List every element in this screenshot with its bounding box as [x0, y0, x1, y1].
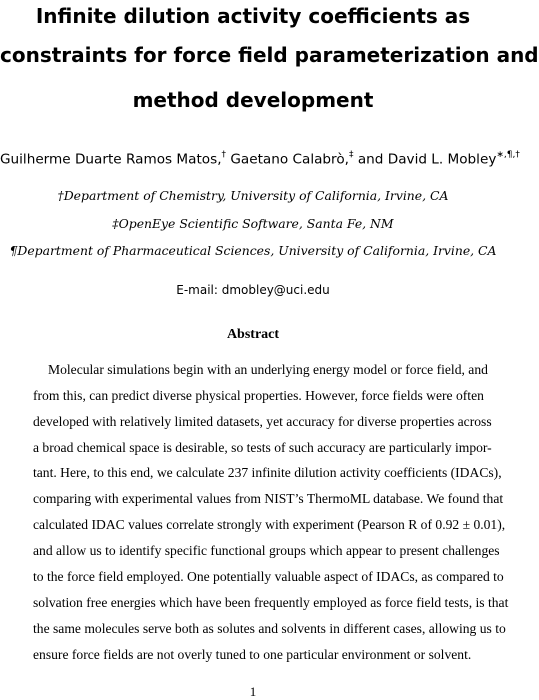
abstract-line: solvation free energies which have been frequently employed as force field tests, is that: [33, 595, 509, 610]
abstract-line: calculated IDAC values correlate strongly with experiment (Pearson R of 0.92 ± 0.01),: [33, 517, 506, 532]
abstract-line: Molecular simulations begin with an underlying energy model or force field, and: [48, 362, 488, 377]
affiliation-1: †Department of Chemistry, University of California, Irvine, CA: [57, 188, 449, 203]
author-2-affil-mark: ‡: [349, 150, 354, 160]
contact-email: E-mail: dmobley@uci.edu: [176, 283, 330, 297]
abstract-line: from this, can predict diverse physical properties. However, force fields were often: [33, 388, 484, 403]
author-1: Guilherme Duarte Ramos Matos,: [0, 151, 222, 168]
abstract-line: comparing with experimental values from NIST’s ThermoML database. We found that: [33, 491, 504, 506]
abstract-heading: Abstract: [226, 327, 280, 342]
abstract-line: the same molecules serve both as solutes and solvents in different cases, allowing us to: [33, 621, 506, 636]
abstract-line: developed with relatively limited datasets, yet accuracy for diverse properties across: [33, 414, 492, 429]
abstract-line: and allow us to identify specific functional groups which appear to present challenges: [33, 543, 500, 558]
title-line-1: Infinite dilution activity coefficients as: [35, 4, 471, 28]
page-number: 1: [249, 684, 257, 699]
author-2: Gaetano Calabrò,: [230, 151, 349, 168]
abstract-line: ensure force fields are not overly tuned to one particular environment or solvent.: [33, 647, 472, 662]
title-line-3: method development: [132, 88, 374, 112]
abstract-line: a broad chemical space is desirable, so tests of such accuracy are particularly impor-: [33, 440, 492, 455]
abstract-line: tant. Here, to this end, we calculate 237 infinite dilution activity coefficients (IDACs),: [33, 465, 502, 480]
author-1-affil-mark: †: [221, 150, 227, 160]
affiliation-2: ‡OpenEye Scientific Software, Santa Fe, NM: [112, 216, 394, 231]
author-list: [0, 146, 520, 170]
abstract-line: to the force field employed. One potentially valuable aspect of IDACs, as compared to: [33, 569, 504, 584]
affiliation-3: ¶Department of Pharmaceutical Sciences, University of California, Irvine, CA: [9, 243, 497, 258]
author-3: and David L. Mobley: [357, 151, 497, 168]
author-3-affil-mark: ∗,¶,†: [496, 150, 520, 160]
title-line-2: constraints for force field parameterization and: [0, 43, 539, 67]
